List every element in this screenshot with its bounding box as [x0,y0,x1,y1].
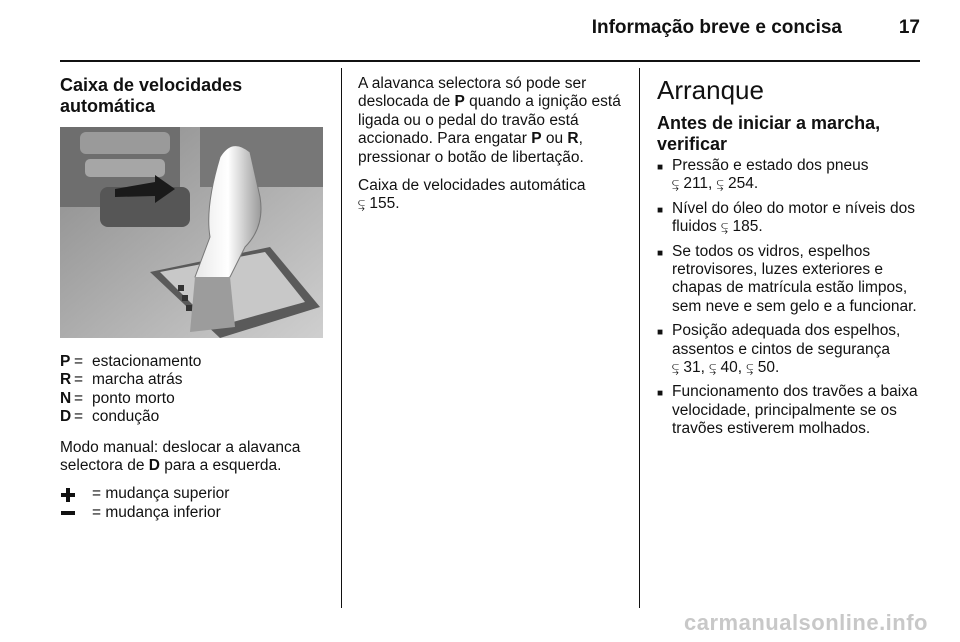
page-ref-icon: ⥹ [716,177,724,192]
header-rule [60,60,920,62]
shift-up-label: = mudança superior [92,485,230,503]
list-item [657,157,927,194]
page-ref-icon: ⥹ [709,361,717,376]
text-span: Posição adequada dos espelhos, assentos e cintos de segurança [672,322,901,358]
reference-number: 254. [728,175,759,193]
reference-number: 31, [683,359,705,377]
list-item [657,200,927,237]
definition-key: R [60,371,72,389]
text-span: quando a ignição está ligada ou o pedal do travão está accionado. Para engatar [358,93,621,148]
definition-value: marcha atrás [92,371,183,389]
shift-down-label: = mudança inferior [92,503,221,521]
gear-selector-photo [60,127,323,338]
section-title-line: automática [60,96,156,116]
text-span: Pressão e estado dos pneus [672,157,869,174]
bullet-icon: ■ [657,388,664,400]
page-ref-icon: ⥹ [672,361,680,376]
definition-row [60,371,325,389]
equals-sign: = [74,389,84,407]
page-header-title: Informação breve e concisa [591,17,842,38]
manual-mode-paragraph [60,439,325,476]
section-heading: Arranque [657,75,764,105]
text-span: Modo manual: deslocar a alavanca selectora de [60,438,301,475]
list-item-text [672,157,927,194]
page-number: 17 [898,17,920,38]
definition-value: ponto morto [92,389,175,407]
gear-key: P [454,93,465,111]
equals-sign: = [74,371,84,389]
watermark: carmanualsonline.info [684,610,928,635]
subsection-heading: Antes de iniciar a marcha, verificar [657,113,881,154]
reference-number: 211, [683,175,713,193]
list-item-text [672,322,927,377]
column-3 [657,75,927,445]
bullet-icon: ■ [657,327,664,339]
page-ref-icon: ⥹ [721,220,729,235]
column-2 [358,75,630,220]
list-item [657,383,927,438]
column-divider [341,68,342,608]
reference-number: 50. [757,359,780,377]
equals-sign: = [74,408,84,426]
plus-icon [60,487,92,503]
shift-up-row [60,485,325,503]
bullet-icon: ■ [657,204,664,216]
page-ref-icon: ⥹ [672,177,680,192]
page-reference [358,195,630,213]
position-definitions [60,353,325,427]
text-span: Nível do óleo do motor e níveis dos fluidos [672,199,915,236]
page-ref-icon: ⥹ [746,361,754,376]
selector-paragraph [358,75,630,167]
gear-key: R [567,130,579,148]
definition-value: estacionamento [92,353,202,370]
definition-value: condução [92,408,160,426]
reference-number: 155. [369,195,400,213]
text-line: Caixa de velocidades automática [358,177,586,195]
reference-number: 185. [732,218,763,236]
reference-number: 40, [720,359,743,377]
gear-key: D [148,457,160,475]
column-1 [60,75,325,522]
bullet-icon: ■ [657,162,664,173]
definition-row [60,353,325,371]
definition-key: N [60,389,72,407]
text-span: para a esquerda. [159,457,282,475]
definition-row [60,408,325,426]
list-item [657,322,927,377]
column-divider [639,68,640,608]
list-item-text [672,200,927,237]
reference-paragraph [358,177,630,214]
definition-key: D [60,408,72,426]
list-item [657,243,927,317]
definition-key: P [60,353,71,370]
list-item-text: Funcionamento dos travões a baixa velocidade, principalmente se os travões estiverem molhados. [672,383,918,438]
section-title [60,75,325,117]
text-span: A alavanca selectora só pode ser deslocada de [358,75,587,111]
bullet-icon: ■ [657,247,664,259]
text-span: , pressionar o botão de libertação. [358,130,584,166]
shift-down-row [60,504,325,522]
section-title-line: Caixa de velocidades [60,75,243,95]
text-span: ou [541,130,568,148]
list-item-text: Se todos os vidros, espelhos retrovisores, luzes exteriores e chapas de matrícula estão limpos, sem neve e sem gelo e a funcionar. [672,242,917,315]
definition-row [60,390,325,408]
equals-sign: = [74,353,84,370]
gear-key: P [531,130,542,148]
page-ref-icon: ⥹ [358,197,366,212]
minus-icon [60,505,92,521]
